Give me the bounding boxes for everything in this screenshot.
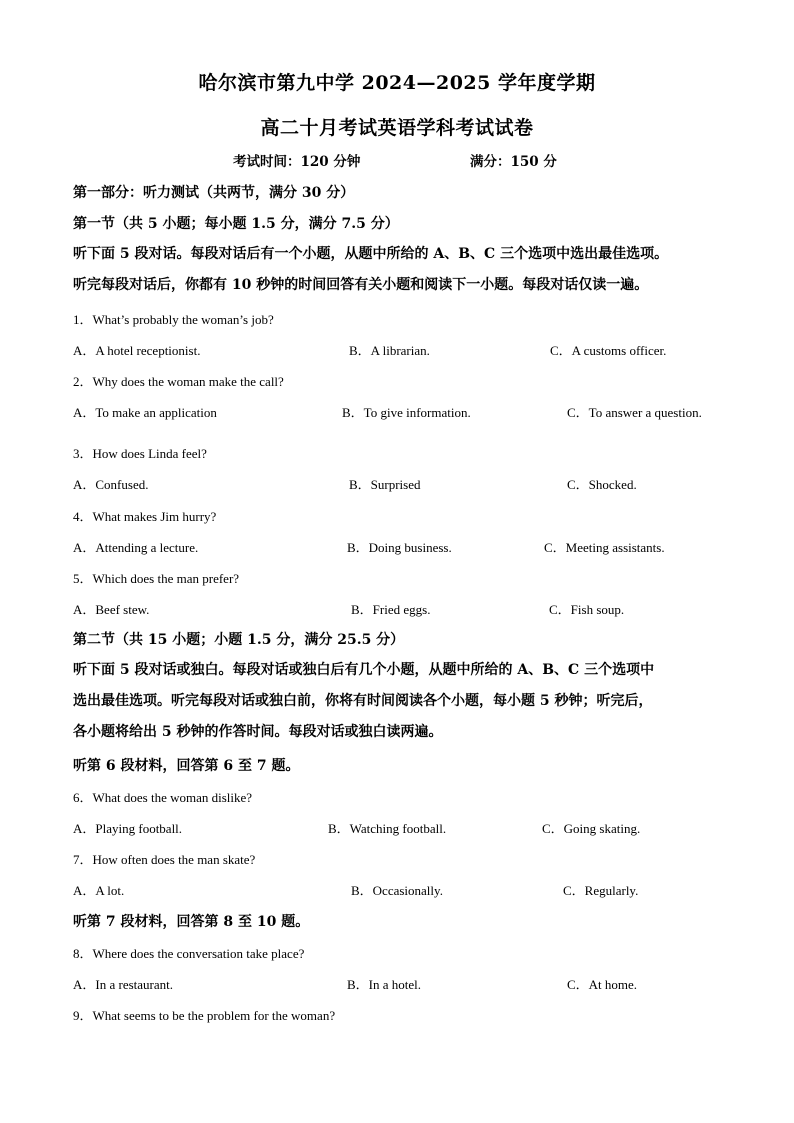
option-c: C．Going skating. [542, 821, 641, 836]
instruction-line: 听完每段对话后，你都有 10 秒钟的时间回答有关小题和阅读下一小题。每段对话仅读一遍。 [73, 277, 649, 293]
section2-heading: 第二节（共 15 小题；小题 1.5 分，满分 25.5 分） [73, 632, 405, 648]
section2-instructions [73, 655, 733, 748]
option-c: C．To answer a question. [567, 405, 702, 420]
option-a: A．A hotel receptionist. [73, 343, 201, 358]
part1-heading: 第一部分：听力测试（共两节，满分 30 分） [73, 185, 355, 201]
question-stem: 6．What does the woman dislike? [73, 790, 253, 805]
question-stem: 3．How does Linda feel? [73, 446, 207, 461]
option-a: A．To make an application [73, 405, 217, 420]
option-a: A．Attending a lecture. [73, 540, 199, 555]
question-stem: 7．How often does the man skate? [73, 852, 256, 867]
option-b: B．Doing business. [347, 540, 452, 555]
option-b: B．Surprised [349, 477, 421, 492]
question-stem: 9．What seems to be the problem for the woman? [73, 1008, 336, 1023]
question-stem: 8．Where does the conversation take place? [73, 946, 305, 961]
instruction-line: 选出最佳选项。听完每段对话或独白前，你将有时间阅读各个小题，每小题 5 秒钟；听完后， [73, 693, 653, 709]
instruction-line: 听下面 5 段对话。每段对话后有一个小题，从题中所给的 A、B、C 三个选项中选出最佳选项。 [73, 246, 669, 262]
option-b: B．Occasionally. [351, 883, 443, 898]
option-c: C．Regularly. [563, 883, 639, 898]
option-b: B．A librarian. [349, 343, 430, 358]
option-b: B．Watching football. [328, 821, 447, 836]
section1-instructions [73, 239, 733, 301]
section1-heading: 第一节（共 5 小题；每小题 1.5 分，满分 7.5 分） [73, 216, 399, 232]
option-a: A．Confused. [73, 477, 149, 492]
option-c: C．Meeting assistants. [544, 540, 665, 555]
question-stem: 2．Why does the woman make the call? [73, 374, 284, 389]
option-a: A．A lot. [73, 883, 125, 898]
option-a: A．In a restaurant. [73, 977, 173, 992]
option-a: A．Playing football. [73, 821, 183, 836]
exam-time: 考试时间：120 分钟 [233, 154, 361, 170]
full-score: 满分：150 分 [470, 154, 557, 170]
exam-title-line1: 哈尔滨市第九中学 2024—2025 学年度学期 [198, 72, 596, 94]
option-b: B．Fried eggs. [351, 602, 431, 617]
exam-title-line2: 高二十月考试英语学科考试试卷 [260, 117, 534, 139]
option-b: B．In a hotel. [347, 977, 422, 992]
option-c: C．At home. [567, 977, 638, 992]
question-stem: 5．Which does the man prefer? [73, 571, 240, 586]
instruction-line: 各小题将给出 5 秒钟的作答时间。每段对话或独白读两遍。 [73, 724, 443, 740]
question-stem: 1．What’s probably the woman’s job? [73, 312, 274, 327]
option-c: C．Shocked. [567, 477, 637, 492]
option-a: A．Beef stew. [73, 602, 150, 617]
material-6-heading: 听第 6 段材料，回答第 6 至 7 题。 [73, 758, 300, 774]
option-c: C．Fish soup. [549, 602, 625, 617]
material-7-heading: 听第 7 段材料，回答第 8 至 10 题。 [73, 914, 310, 930]
question-stem: 4．What makes Jim hurry? [73, 509, 217, 524]
option-b: B．To give information. [342, 405, 471, 420]
option-c: C．A customs officer. [550, 343, 667, 358]
instruction-line: 听下面 5 段对话或独白。每段对话或独白后有几个小题，从题中所给的 A、B、C 三个选项中 [73, 662, 655, 678]
